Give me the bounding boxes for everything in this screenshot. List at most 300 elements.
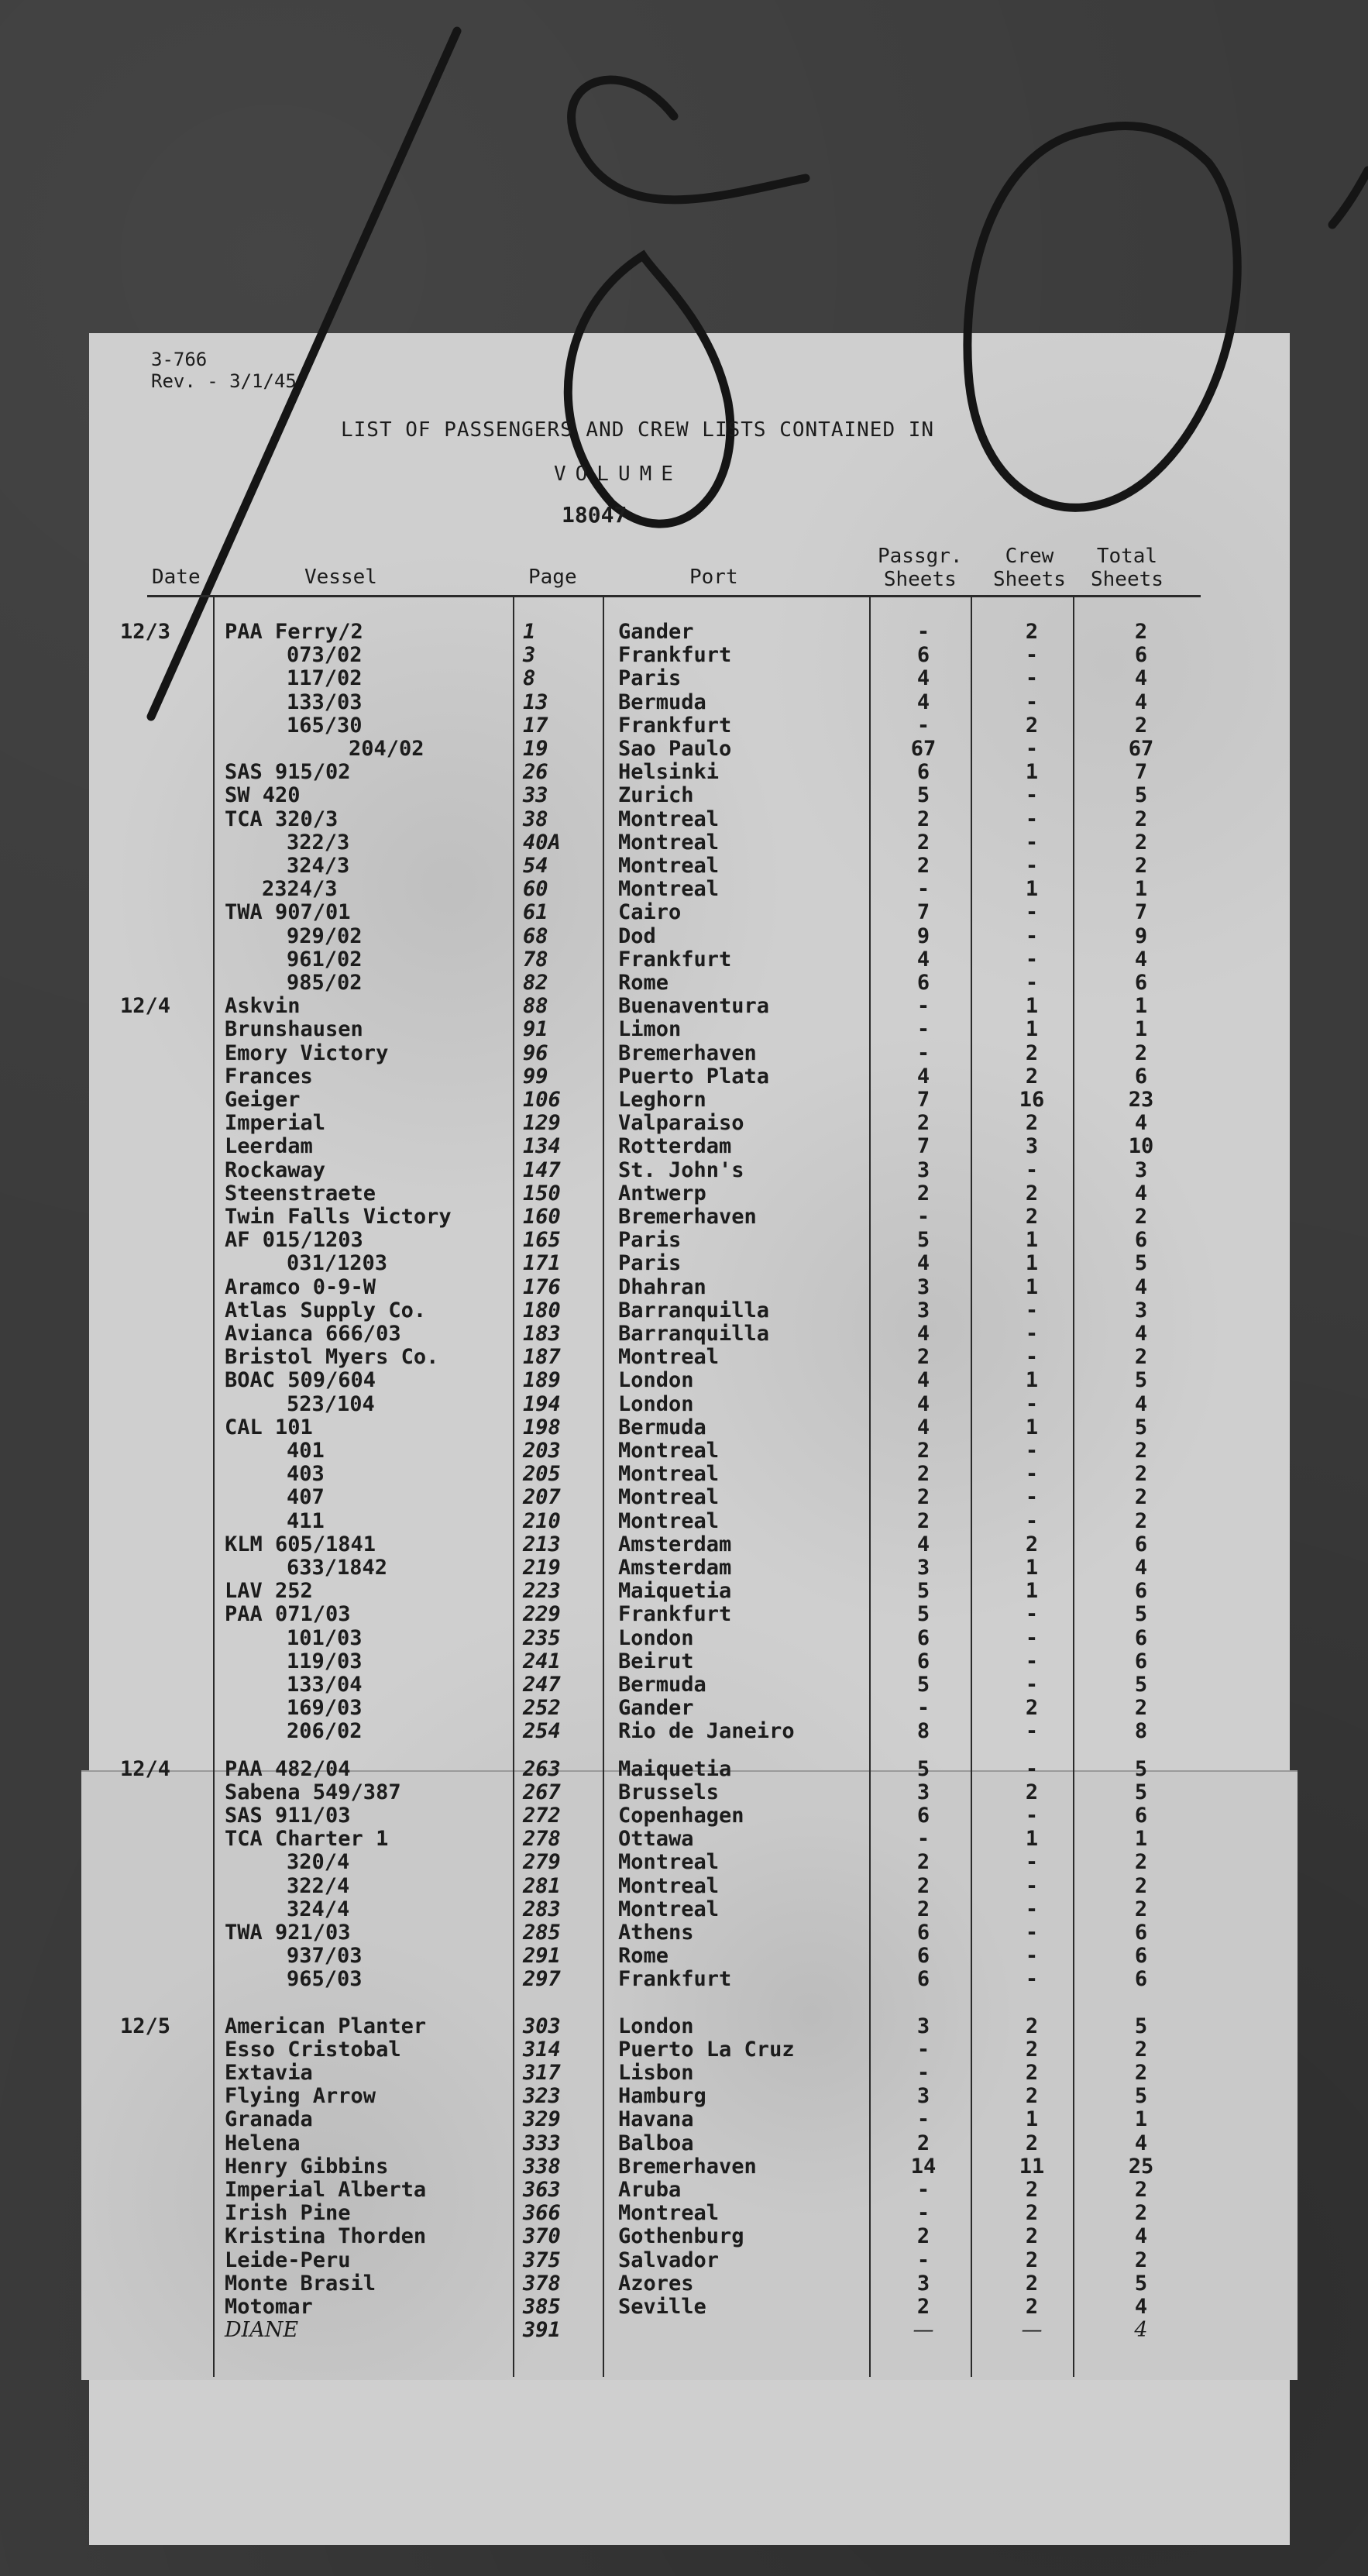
row-port: Hamburg <box>618 2084 706 2108</box>
row-passenger-sheets: 14 <box>910 2155 937 2179</box>
row-vessel: 633/1842 <box>287 1556 388 1580</box>
row-crew-sheets: 2 <box>1025 1181 1039 1205</box>
row-vessel: PAA Ferry/2 <box>225 620 363 644</box>
row-passenger-sheets: 4 <box>916 1415 930 1439</box>
row-vessel: SAS 915/02 <box>225 760 351 784</box>
row-vessel: Brunshausen <box>225 1017 363 1041</box>
row-port: Montreal <box>618 1874 720 1898</box>
row-total-sheets: 1 <box>1134 877 1148 901</box>
row-crew-sheets: - <box>1025 1897 1039 1921</box>
column-header-crew-sheets <box>993 545 1066 591</box>
row-passenger-sheets: 5 <box>916 1602 930 1626</box>
row-page: 279 <box>523 1850 561 1874</box>
row-vessel: 101/03 <box>287 1626 363 1650</box>
row-total-sheets: 1 <box>1134 2107 1148 2131</box>
row-passenger-sheets: 7 <box>916 900 930 924</box>
row-page: 338 <box>523 2155 561 2179</box>
row-page: 303 <box>523 2014 561 2038</box>
row-vessel: AF 015/1203 <box>225 1228 363 1252</box>
row-page: 203 <box>523 1439 561 1463</box>
row-port: Montreal <box>618 1439 720 1463</box>
row-passenger-sheets: - <box>916 1696 930 1720</box>
row-passenger-sheets: 4 <box>916 1251 930 1275</box>
row-crew-sheets: 2 <box>1025 2131 1039 2155</box>
row-port: Montreal <box>618 831 720 855</box>
row-port: Frankfurt <box>618 948 732 972</box>
row-total-sheets: 2 <box>1134 1850 1148 1874</box>
row-port: Frankfurt <box>618 714 732 738</box>
row-crew-sheets: 2 <box>1025 1780 1039 1804</box>
row-passenger-sheets: 3 <box>916 2272 930 2296</box>
row-total-sheets: 8 <box>1134 1719 1148 1743</box>
row-crew-sheets: - <box>1025 1673 1039 1697</box>
row-total-sheets: 4 <box>1134 1392 1148 1416</box>
row-page: 385 <box>523 2295 561 2319</box>
row-crew-sheets: 2 <box>1025 2295 1039 2319</box>
row-total-sheets: 4 <box>1134 1556 1148 1580</box>
column-header-page: Page <box>528 566 577 589</box>
row-crew-sheets: - <box>1025 1967 1039 1991</box>
column-header-date: Date <box>152 566 201 589</box>
row-page: 291 <box>523 1944 561 1968</box>
row-crew-sheets: - <box>1025 737 1039 761</box>
row-page: 323 <box>523 2084 561 2108</box>
row-page: 370 <box>523 2224 561 2248</box>
row-vessel: Helena <box>225 2131 301 2155</box>
row-crew-sheets: 3 <box>1025 1134 1039 1158</box>
row-vessel: 929/02 <box>287 924 363 948</box>
row-total-sheets: 5 <box>1134 1251 1148 1275</box>
row-page: 171 <box>523 1251 561 1275</box>
row-vessel: Sabena 549/387 <box>225 1780 401 1804</box>
row-total-sheets: 4 <box>1134 1322 1148 1346</box>
column-divider-page <box>603 595 604 2377</box>
row-crew-sheets: - <box>1025 1944 1039 1968</box>
row-port: Sao Paulo <box>618 737 732 761</box>
row-page: 267 <box>523 1780 561 1804</box>
row-page: 180 <box>523 1298 561 1322</box>
row-page: 19 <box>523 737 548 761</box>
row-crew-sheets: - <box>1025 1322 1039 1346</box>
row-total-sheets: 4 <box>1134 2131 1148 2155</box>
row-total-sheets: 4 <box>1134 1111 1148 1135</box>
row-port: Copenhagen <box>618 1804 744 1828</box>
row-passenger-sheets: 6 <box>916 760 930 784</box>
row-vessel: 031/1203 <box>287 1251 388 1275</box>
column-header-passenger-line1: Passgr. <box>878 545 963 568</box>
row-vessel: 165/30 <box>287 714 363 738</box>
row-port: Amsterdam <box>618 1532 732 1556</box>
row-passenger-sheets: 2 <box>916 2224 930 2248</box>
row-total-sheets: 5 <box>1134 2272 1148 2296</box>
column-header-passenger-sheets <box>878 545 963 591</box>
row-port: Azores <box>618 2272 694 2296</box>
row-vessel: KLM 605/1841 <box>225 1532 376 1556</box>
row-passenger-sheets: 2 <box>916 807 930 831</box>
row-passenger-sheets: — <box>913 2318 934 2342</box>
row-page: 329 <box>523 2107 561 2131</box>
row-page: 205 <box>523 1462 561 1486</box>
row-passenger-sheets: 9 <box>916 924 930 948</box>
row-total-sheets: 5 <box>1134 1602 1148 1626</box>
row-page: 17 <box>523 714 548 738</box>
header-rule <box>147 595 1201 597</box>
row-total-sheets: 6 <box>1134 1967 1148 1991</box>
row-port: Cairo <box>618 900 682 924</box>
row-port: Montreal <box>618 1850 720 1874</box>
row-passenger-sheets: 4 <box>916 948 930 972</box>
row-page: 207 <box>523 1485 561 1509</box>
row-crew-sheets: - <box>1025 1626 1039 1650</box>
row-crew-sheets: - <box>1025 900 1039 924</box>
row-vessel: 073/02 <box>287 643 363 667</box>
row-page: 99 <box>523 1064 548 1089</box>
row-total-sheets: 2 <box>1134 1345 1148 1369</box>
row-vessel: Leide-Peru <box>225 2248 351 2272</box>
row-crew-sheets: - <box>1025 1850 1039 1874</box>
row-vessel: LAV 252 <box>225 1579 313 1603</box>
row-vessel: American Planter <box>225 2014 427 2038</box>
row-page: 235 <box>523 1626 561 1650</box>
row-crew-sheets: 16 <box>1019 1088 1045 1112</box>
row-crew-sheets: 2 <box>1025 2014 1039 2038</box>
row-port: Leghorn <box>618 1088 706 1112</box>
row-passenger-sheets: 2 <box>916 2295 930 2319</box>
row-vessel: Irish Pine <box>225 2201 351 2225</box>
row-crew-sheets: 1 <box>1025 1556 1039 1580</box>
row-port: Frankfurt <box>618 643 732 667</box>
row-passenger-sheets: - <box>916 2201 930 2225</box>
row-crew-sheets: - <box>1025 1462 1039 1486</box>
row-page: 252 <box>523 1696 561 1720</box>
row-total-sheets: 6 <box>1134 1921 1148 1945</box>
row-crew-sheets: 2 <box>1025 2201 1039 2225</box>
row-crew-sheets: - <box>1025 1921 1039 1945</box>
page-title: LIST OF PASSENGERS AND CREW LISTS CONTAINED IN <box>341 418 935 442</box>
row-crew-sheets: - <box>1025 1158 1039 1182</box>
row-crew-sheets: - <box>1025 924 1039 948</box>
row-vessel: 204/02 <box>349 737 424 761</box>
row-page: 375 <box>523 2248 561 2272</box>
row-port: Puerto La Cruz <box>618 2038 795 2062</box>
row-crew-sheets: - <box>1025 948 1039 972</box>
row-page: 1 <box>523 620 536 644</box>
row-vessel: Imperial Alberta <box>225 2178 427 2202</box>
row-vessel: Geiger <box>225 1088 301 1112</box>
row-passenger-sheets: 4 <box>916 666 930 690</box>
row-crew-sheets: - <box>1025 643 1039 667</box>
row-passenger-sheets: 6 <box>916 1944 930 1968</box>
row-page: 78 <box>523 948 548 972</box>
row-port: London <box>618 1368 694 1392</box>
row-page: 391 <box>523 2318 561 2342</box>
row-crew-sheets: 2 <box>1025 2224 1039 2248</box>
row-crew-sheets: — <box>1021 2318 1043 2342</box>
row-total-sheets: 2 <box>1134 1041 1148 1065</box>
row-port: Dhahran <box>618 1275 706 1299</box>
column-divider-date <box>213 595 215 2377</box>
row-total-sheets: 6 <box>1134 643 1148 667</box>
row-passenger-sheets: 67 <box>910 737 937 761</box>
row-total-sheets: 10 <box>1128 1134 1154 1158</box>
row-crew-sheets: - <box>1025 1874 1039 1898</box>
row-vessel: 169/03 <box>287 1696 363 1720</box>
row-vessel: BOAC 509/604 <box>225 1368 376 1392</box>
row-vessel: Motomar <box>225 2295 313 2319</box>
row-total-sheets: 2 <box>1134 831 1148 855</box>
row-page: 363 <box>523 2178 561 2202</box>
row-total-sheets: 1 <box>1134 1827 1148 1851</box>
row-page: 26 <box>523 760 548 784</box>
row-total-sheets: 6 <box>1134 1579 1148 1603</box>
row-passenger-sheets: 4 <box>916 690 930 714</box>
row-passenger-sheets: 2 <box>916 1509 930 1533</box>
column-divider-passenger <box>971 595 972 2377</box>
row-passenger-sheets: 5 <box>916 783 930 807</box>
row-port: Montreal <box>618 807 720 831</box>
row-crew-sheets: 1 <box>1025 2107 1039 2131</box>
row-port: Frankfurt <box>618 1602 732 1626</box>
row-vessel: TCA Charter 1 <box>225 1827 389 1851</box>
row-passenger-sheets: 4 <box>916 1322 930 1346</box>
row-vessel: 133/04 <box>287 1673 363 1697</box>
row-port: Gander <box>618 1696 694 1720</box>
row-passenger-sheets: - <box>916 1827 930 1851</box>
row-port: Balboa <box>618 2131 694 2155</box>
row-vessel: 117/02 <box>287 666 363 690</box>
row-crew-sheets: 1 <box>1025 1017 1039 1041</box>
row-crew-sheets: 2 <box>1025 620 1039 644</box>
row-page: 210 <box>523 1509 561 1533</box>
row-page: 54 <box>523 854 548 878</box>
row-port: Bremerhaven <box>618 1041 757 1065</box>
row-page: 198 <box>523 1415 561 1439</box>
row-port: Paris <box>618 1251 682 1275</box>
row-page: 297 <box>523 1967 561 1991</box>
row-port: Helsinki <box>618 760 720 784</box>
row-total-sheets: 1 <box>1134 1017 1148 1041</box>
row-total-sheets: 2 <box>1134 1874 1148 1898</box>
row-page: 38 <box>523 807 548 831</box>
row-page: 129 <box>523 1111 561 1135</box>
row-vessel: 403 <box>287 1462 325 1486</box>
row-page: 68 <box>523 924 548 948</box>
row-vessel: Esso Cristobal <box>225 2038 401 2062</box>
row-total-sheets: 2 <box>1134 807 1148 831</box>
row-port: Montreal <box>618 1509 720 1533</box>
row-page: 176 <box>523 1275 561 1299</box>
row-vessel: CAL 101 <box>225 1415 313 1439</box>
row-port: Dod <box>618 924 656 948</box>
row-vessel: 119/03 <box>287 1649 363 1673</box>
row-vessel: Henry Gibbins <box>225 2155 389 2179</box>
row-crew-sheets: - <box>1025 1298 1039 1322</box>
row-page: 333 <box>523 2131 561 2155</box>
row-date: 12/3 <box>120 620 171 644</box>
row-passenger-sheets: 2 <box>916 1897 930 1921</box>
row-crew-sheets: - <box>1025 1439 1039 1463</box>
row-vessel: 401 <box>287 1439 325 1463</box>
row-total-sheets: 2 <box>1134 1696 1148 1720</box>
row-page: 61 <box>523 900 548 924</box>
row-passenger-sheets: 2 <box>916 1181 930 1205</box>
row-port: Amsterdam <box>618 1556 732 1580</box>
row-page: 33 <box>523 783 548 807</box>
row-port: Montreal <box>618 1897 720 1921</box>
row-port: Barranquilla <box>618 1298 770 1322</box>
row-total-sheets: 5 <box>1134 1780 1148 1804</box>
row-port: Montreal <box>618 1485 720 1509</box>
row-vessel: Extavia <box>225 2061 313 2085</box>
row-passenger-sheets: 7 <box>916 1088 930 1112</box>
volume-label: VOLUME <box>554 463 682 486</box>
row-crew-sheets: 2 <box>1025 1041 1039 1065</box>
row-page: 13 <box>523 690 548 714</box>
row-crew-sheets: 1 <box>1025 760 1039 784</box>
row-crew-sheets: 2 <box>1025 1205 1039 1229</box>
row-crew-sheets: - <box>1025 971 1039 995</box>
row-crew-sheets: - <box>1025 1804 1039 1828</box>
row-crew-sheets: - <box>1025 1719 1039 1743</box>
row-port: Beirut <box>618 1649 694 1673</box>
row-total-sheets: 4 <box>1134 666 1148 690</box>
row-total-sheets: 2 <box>1134 1897 1148 1921</box>
row-total-sheets: 2 <box>1134 1439 1148 1463</box>
row-passenger-sheets: 4 <box>916 1532 930 1556</box>
row-vessel: Imperial <box>225 1111 326 1135</box>
row-crew-sheets: - <box>1025 1485 1039 1509</box>
row-total-sheets: 4 <box>1134 1181 1148 1205</box>
row-total-sheets: 6 <box>1134 1228 1148 1252</box>
row-vessel: 965/03 <box>287 1967 363 1991</box>
row-page: 134 <box>523 1134 561 1158</box>
row-passenger-sheets: 6 <box>916 643 930 667</box>
row-port: Gothenburg <box>618 2224 744 2248</box>
volume-number: 18047 <box>562 502 627 528</box>
row-total-sheets: 23 <box>1128 1088 1154 1112</box>
row-port: Bermuda <box>618 1673 706 1697</box>
row-vessel: 411 <box>287 1509 325 1533</box>
row-port: Bremerhaven <box>618 2155 757 2179</box>
row-port: Montreal <box>618 877 720 901</box>
row-total-sheets: 1 <box>1134 994 1148 1018</box>
row-port: Montreal <box>618 1345 720 1369</box>
row-vessel: TCA 320/3 <box>225 807 339 831</box>
row-crew-sheets: 1 <box>1025 1368 1039 1392</box>
row-total-sheets: 6 <box>1134 1649 1148 1673</box>
row-vessel: 985/02 <box>287 971 363 995</box>
row-crew-sheets: - <box>1025 1602 1039 1626</box>
row-page: 229 <box>523 1602 561 1626</box>
row-total-sheets: 6 <box>1134 1804 1148 1828</box>
row-total-sheets: 4 <box>1134 948 1148 972</box>
row-total-sheets: 6 <box>1134 971 1148 995</box>
row-port: Montreal <box>618 1462 720 1486</box>
row-page: 278 <box>523 1827 561 1851</box>
row-passenger-sheets: - <box>916 1017 930 1041</box>
row-vessel: Rockaway <box>225 1158 326 1182</box>
row-port: St. John's <box>618 1158 744 1182</box>
column-header-total-line2: Sheets <box>1091 568 1163 591</box>
row-vessel: DIANE <box>225 2318 299 2342</box>
row-crew-sheets: - <box>1025 1509 1039 1533</box>
row-passenger-sheets: - <box>916 2178 930 2202</box>
row-total-sheets: 9 <box>1134 924 1148 948</box>
row-crew-sheets: - <box>1025 1392 1039 1416</box>
row-vessel: TWA 907/01 <box>225 900 351 924</box>
row-vessel: SAS 911/03 <box>225 1804 351 1828</box>
row-vessel: 206/02 <box>287 1719 363 1743</box>
row-passenger-sheets: 6 <box>916 971 930 995</box>
row-crew-sheets: - <box>1025 854 1039 878</box>
row-vessel: 324/4 <box>287 1897 350 1921</box>
row-port: London <box>618 2014 694 2038</box>
row-port: Barranquilla <box>618 1322 770 1346</box>
row-port: Seville <box>618 2295 706 2319</box>
row-passenger-sheets: 6 <box>916 1626 930 1650</box>
row-crew-sheets: - <box>1025 783 1039 807</box>
row-total-sheets: 4 <box>1134 2318 1148 2342</box>
row-port: Gander <box>618 620 694 644</box>
row-total-sheets: 5 <box>1134 783 1148 807</box>
row-vessel: Avianca 666/03 <box>225 1322 401 1346</box>
row-vessel: SW 420 <box>225 783 301 807</box>
row-crew-sheets: 2 <box>1025 2248 1039 2272</box>
row-vessel: Steenstraete <box>225 1181 376 1205</box>
row-page: 219 <box>523 1556 561 1580</box>
column-header-vessel: Vessel <box>304 566 377 589</box>
column-header-total-sheets <box>1091 545 1163 591</box>
row-passenger-sheets: 3 <box>916 1556 930 1580</box>
row-total-sheets: 5 <box>1134 1673 1148 1697</box>
row-vessel: Kristina Thorden <box>225 2224 427 2248</box>
row-port: Rome <box>618 1944 669 1968</box>
row-vessel: Flying Arrow <box>225 2084 376 2108</box>
row-total-sheets: 2 <box>1134 1485 1148 1509</box>
row-total-sheets: 3 <box>1134 1158 1148 1182</box>
row-total-sheets: 7 <box>1134 760 1148 784</box>
row-vessel: Aramco 0-9-W <box>225 1275 376 1299</box>
row-port: Paris <box>618 666 682 690</box>
row-page: 223 <box>523 1579 561 1603</box>
row-vessel: 133/03 <box>287 690 363 714</box>
row-port: Aruba <box>618 2178 682 2202</box>
row-crew-sheets: 2 <box>1025 1532 1039 1556</box>
row-crew-sheets: - <box>1025 666 1039 690</box>
row-passenger-sheets: - <box>916 2248 930 2272</box>
row-page: 40A <box>523 831 561 855</box>
row-passenger-sheets: 8 <box>916 1719 930 1743</box>
row-crew-sheets: 1 <box>1025 1251 1039 1275</box>
row-port: Brussels <box>618 1780 720 1804</box>
row-page: 314 <box>523 2038 561 2062</box>
row-vessel: 324/3 <box>287 854 350 878</box>
row-crew-sheets: 2 <box>1025 1111 1039 1135</box>
column-divider-crew <box>1073 595 1074 2377</box>
row-vessel: PAA 071/03 <box>225 1602 351 1626</box>
row-total-sheets: 2 <box>1134 714 1148 738</box>
row-page: 366 <box>523 2201 561 2225</box>
row-page: 82 <box>523 971 548 995</box>
row-passenger-sheets: 5 <box>916 1579 930 1603</box>
row-total-sheets: 25 <box>1128 2155 1154 2179</box>
row-total-sheets: 2 <box>1134 854 1148 878</box>
row-passenger-sheets: 2 <box>916 1462 930 1486</box>
row-page: 160 <box>523 1205 561 1229</box>
row-crew-sheets: - <box>1025 1757 1039 1781</box>
row-passenger-sheets: 6 <box>916 1921 930 1945</box>
row-port: Rome <box>618 971 669 995</box>
